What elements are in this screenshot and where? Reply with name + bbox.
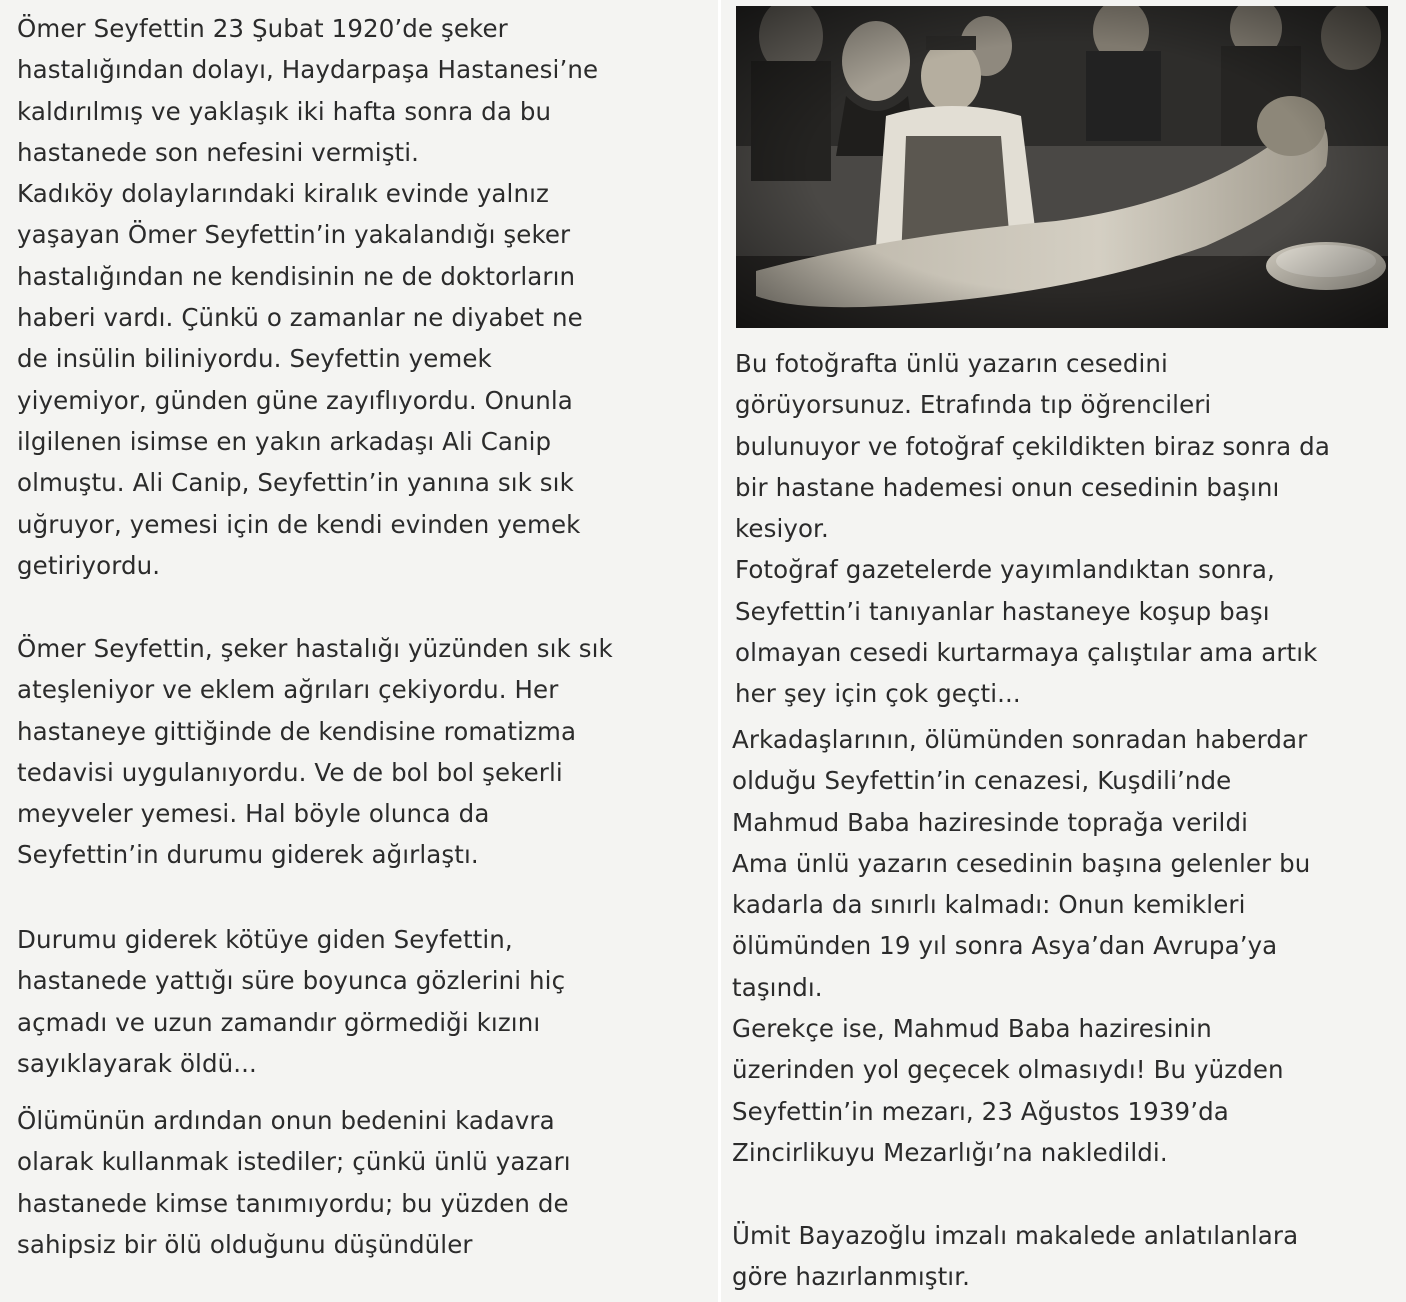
column-divider (718, 0, 721, 1302)
historical-photo-icon (736, 6, 1388, 328)
paragraph-left-4: Ölümünün ardından onun bedenini kadavra olarak kullanmak istediler; çünkü ünlü yazarı hastanede kimse tanımıyordu; bu yüzden de sahipsiz bir ölü olduğunu düşündüler (17, 1106, 571, 1259)
paragraph-left-2: Ömer Seyfettin, şeker hastalığı yüzünden sık sık ateşleniyor ve eklem ağrıları çekiyordu. Her hastaneye gittiğinde de kendisine romatizma tedavisi uygulanıyordu. Ve de bol bol şekerli meyveler yemesi. Hal böyle olunca da Seyfettin’in durumu giderek ağırlaştı. (17, 634, 613, 870)
paragraph-right-3: Ümit Bayazoğlu imzalı makalede anlatılanlara göre hazırlanmıştır. (732, 1221, 1299, 1292)
paragraph-right-1: Bu fotoğrafta ünlü yazarın cesedini görüyorsunuz. Etrafında tıp öğrencileri bulunuyor ve fotoğraf çekildikten biraz sonra da bir hastane hademesi onun cesedinin başını kesiyor. Fotoğraf gazetelerde yayımlandıktan sonra, Seyfettin’i tanıyanlar hastaneye koşup başı olmayan cesedi kurtarmaya çalıştılar ama artık her şey için çok geçti... (735, 349, 1330, 709)
paragraph-left-3: Durumu giderek kötüye giden Seyfettin, hastanede yattığı süre boyunca gözlerini hiç açmadı ve uzun zamandır görmediği kızını sayıklayarak öldü... (17, 925, 566, 1078)
paragraph-right-2: Arkadaşlarının, ölümünden sonradan haberdar olduğu Seyfettin’in cenazesi, Kuşdili’nde Mahmud Baba haziresinde toprağa verildi Ama ünlü yazarın cesedinin başına gelenler bu kadarla da sınırlı kalmadı: Onun kemikleri ölümünden 19 yıl sonra Asya’dan Avrupa’ya taşındı. Gerekçe ise, Mahmud Baba haziresinin üzerinden yol geçecek olmasıydı! Bu yüzden Seyfettin’in mezarı, 23 Ağustos 1939’da Zincirlikuyu Mezarlığı’na nakledildi. (732, 725, 1311, 1167)
paragraph-left-1: Ömer Seyfettin 23 Şubat 1920’de şeker hastalığından dolayı, Haydarpaşa Hastanesi’ne kaldırılmış ve yaklaşık iki hafta sonra da bu hastanede son nefesini vermişti. Kadıköy dolaylarındaki kiralık evinde yalnız yaşayan Ömer Seyfettin’in yakalandığı şeker hastalığından ne kendisinin ne de doktorların haberi vardı. Çünkü o zamanlar ne diyabet ne de insülin biliniyordu. Seyfettin yemek yiyemiyor, günden güne zayıflıyordu. Onunla ilgilenen isimse en yakın arkadaşı Ali Canip olmuştu. Ali Canip, Seyfettin’in yanına sık sık uğruyor, yemesi için de kendi evinden yemek getiriyordu. (17, 14, 599, 580)
historical-photo (736, 6, 1388, 328)
